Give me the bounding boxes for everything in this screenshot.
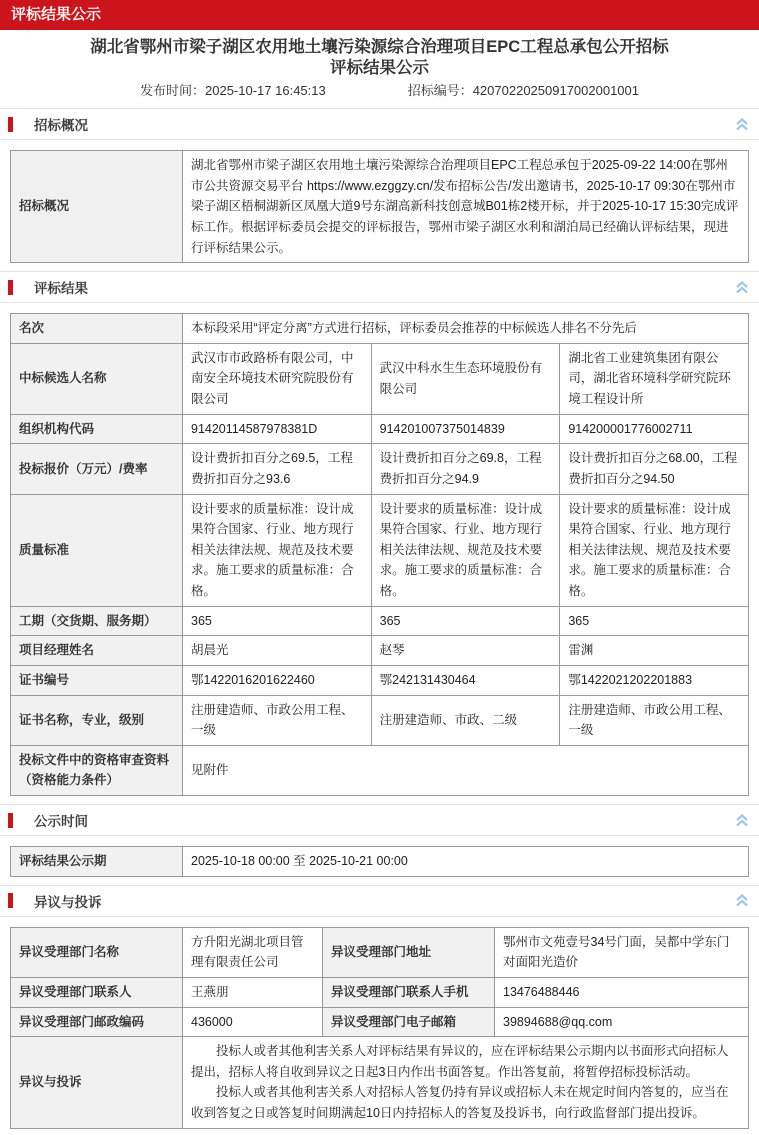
result-table: [10, 313, 749, 796]
candidate-2: 武汉中科水生生态环境股份有限公司: [371, 343, 560, 414]
row-label: 项目经理姓名: [11, 636, 183, 666]
quality-3: 设计要求的质量标准：设计成果符合国家、行业、地方现行相关法律法规、规范及技术要求。施工要求的质量标准：合格。: [560, 494, 749, 606]
cert-type-2: 注册建造师、市政、二级: [371, 695, 560, 745]
row-label: 异议受理部门电子邮箱: [323, 1007, 495, 1037]
cert-no-2: 鄂242131430464: [371, 665, 560, 695]
dept-address: 鄂州市文苑壹号34号门面，吴都中学东门对面阳光造价: [495, 927, 749, 977]
notice-paragraph-2: 投标人或者其他利害关系人对招标人答复仍持有异议或招标人未在规定时间内答复的，应当在收到答复之日或答复时间期满起10日内持招标人的答复及投诉书，向行政监督部门提出投诉。: [191, 1085, 729, 1120]
meta-row: [0, 79, 759, 100]
bid-price-1: 设计费折扣百分之69.5，工程费折扣百分之93.6: [183, 444, 372, 494]
section-header-result: [0, 271, 759, 303]
section-publicity: [10, 804, 749, 877]
manager-1: 胡晨光: [183, 636, 372, 666]
table-row: [11, 1037, 749, 1129]
contact-name: 王燕朋: [183, 977, 323, 1007]
table-row: [11, 636, 749, 666]
row-label: 组织机构代码: [11, 414, 183, 444]
table-row: [11, 444, 749, 494]
section-header-overview: [0, 108, 759, 140]
candidate-3: 湖北省工业建筑集团有限公司，湖北省环境科学研究院环境工程设计所: [560, 343, 749, 414]
overview-content: 湖北省鄂州市梁子湖区农用地土壤污染源综合治理项目EPC工程总承包于2025-09-22 14:00在鄂州市公共资源交易平台 https://www.ezggzy.cn/发布招标公告/发出邀请书，2025-10-17 09:30在鄂州市梁子湖区梧桐湖新区凤凰大道9号东湖高新科技创意城B01栋2楼开标，并于2025-10-17 15:30完成评标工作。根据评标委员会提交的评标报告，鄂州市梁子湖区水利和湖泊局已经确认评标结果，现进行评标结果公示。: [183, 151, 749, 263]
row-label: 工期（交货期、服务期）: [11, 606, 183, 636]
manager-3: 雷渊: [560, 636, 749, 666]
publicity-table: [10, 846, 749, 877]
publicity-period: 2025-10-18 00:00 至 2025-10-21 00:00: [183, 847, 749, 877]
table-row: [11, 695, 749, 745]
dept-name: 方升阳光湖北项目管理有限责任公司: [183, 927, 323, 977]
section-overview: [10, 108, 749, 263]
table-row: [11, 414, 749, 444]
duration-2: 365: [371, 606, 560, 636]
row-label: 异议受理部门联系人手机: [323, 977, 495, 1007]
row-label: 异议受理部门邮政编码: [11, 1007, 183, 1037]
row-label: 质量标准: [11, 494, 183, 606]
table-row: [11, 977, 749, 1007]
notice-paragraph-1: 投标人或者其他利害关系人对评标结果有异议的，应在评标结果公示期内以书面形式向招标人提出，招标人将自收到异议之日起3日内作出书面答复。作出答复前，将暂停招标投标活动。: [191, 1044, 729, 1079]
row-label: 异议与投诉: [11, 1037, 183, 1129]
section-title: 评标结果: [34, 281, 88, 297]
section-title: 异议与投诉: [34, 894, 102, 910]
table-row: [11, 745, 749, 795]
table-row: [11, 151, 749, 263]
duration-1: 365: [183, 606, 372, 636]
email-address: 39894688@qq.com: [495, 1007, 749, 1037]
section-marker: [8, 117, 13, 132]
table-row: [11, 1007, 749, 1037]
section-marker: [8, 893, 13, 908]
bid-price-3: 设计费折扣百分之68.00，工程费折扣百分之94.50: [560, 444, 749, 494]
contact-phone: 13476488446: [495, 977, 749, 1007]
bid-price-2: 设计费折扣百分之69.8，工程费折扣百分之94.9: [371, 444, 560, 494]
rank-value: 本标段采用“评定分离”方式进行招标，评标委员会推荐的中标候选人排名不分先后: [183, 314, 749, 344]
page-title-line1: 湖北省鄂州市梁子湖区农用地土壤污染源综合治理项目EPC工程总承包公开招标: [90, 38, 669, 56]
row-label: 证书编号: [11, 665, 183, 695]
cert-type-1: 注册建造师、市政公用工程、一级: [183, 695, 372, 745]
section-header-objection: [0, 885, 759, 917]
row-label: 投标报价（万元）/费率: [11, 444, 183, 494]
table-row: [11, 847, 749, 877]
collapse-chevron-icon[interactable]: [735, 894, 749, 907]
page-banner: 评标结果公示: [0, 0, 759, 30]
table-row: [11, 343, 749, 414]
row-label: 名次: [11, 314, 183, 344]
row-label: 异议受理部门名称: [11, 927, 183, 977]
section-title: 招标概况: [34, 118, 88, 133]
manager-2: 赵琴: [371, 636, 560, 666]
qualification-value: 见附件: [183, 745, 749, 795]
section-title: 公示时间: [34, 814, 88, 829]
row-label: 异议受理部门联系人: [11, 977, 183, 1007]
section-result: [10, 271, 749, 796]
table-row: [11, 494, 749, 606]
cert-type-3: 注册建造师、市政公用工程、一级: [560, 695, 749, 745]
table-row: [11, 665, 749, 695]
row-label: 投标文件中的资格审查资料（资格能力条件）: [11, 745, 183, 795]
candidate-1: 武汉市市政路桥有限公司，中南安全环境技术研究院股份有限公司: [183, 343, 372, 414]
postal-code: 436000: [183, 1007, 323, 1037]
row-label: 异议受理部门地址: [323, 927, 495, 977]
section-header-publicity: [0, 804, 759, 836]
collapse-chevron-icon[interactable]: [735, 281, 749, 294]
cert-no-1: 鄂1422016201622460: [183, 665, 372, 695]
row-label: 评标结果公示期: [11, 847, 183, 877]
objection-notice: [183, 1037, 749, 1129]
row-label: 中标候选人名称: [11, 343, 183, 414]
overview-table: [10, 150, 749, 263]
collapse-chevron-icon[interactable]: [735, 814, 749, 827]
collapse-chevron-icon[interactable]: [735, 118, 749, 131]
table-row: [11, 927, 749, 977]
publish-time: 发布时间：2025-10-17 16:45:13: [140, 83, 326, 98]
duration-3: 365: [560, 606, 749, 636]
page-title-line2: 评标结果公示: [330, 59, 429, 77]
section-objection: [10, 885, 749, 1129]
row-label: 证书名称，专业，级别: [11, 695, 183, 745]
objection-table: [10, 927, 749, 1129]
table-row: [11, 606, 749, 636]
section-marker: [8, 280, 13, 295]
org-code-2: 914201007375014839: [371, 414, 560, 444]
quality-1: 设计要求的质量标准：设计成果符合国家、行业、地方现行相关法律法规、规范及技术要求。施工要求的质量标准：合格。: [183, 494, 372, 606]
section-marker: [8, 813, 13, 828]
org-code-3: 914200001776002711: [560, 414, 749, 444]
title-block: [0, 37, 759, 79]
cert-no-3: 鄂1422021202201883: [560, 665, 749, 695]
table-row: [11, 314, 749, 344]
row-label: 招标概况: [11, 151, 183, 263]
quality-2: 设计要求的质量标准：设计成果符合国家、行业、地方现行相关法律法规、规范及技术要求。施工要求的质量标准：合格。: [371, 494, 560, 606]
org-code-1: 91420114587978381D: [183, 414, 372, 444]
bid-number: 招标编号：42070220250917002001001: [407, 83, 639, 98]
